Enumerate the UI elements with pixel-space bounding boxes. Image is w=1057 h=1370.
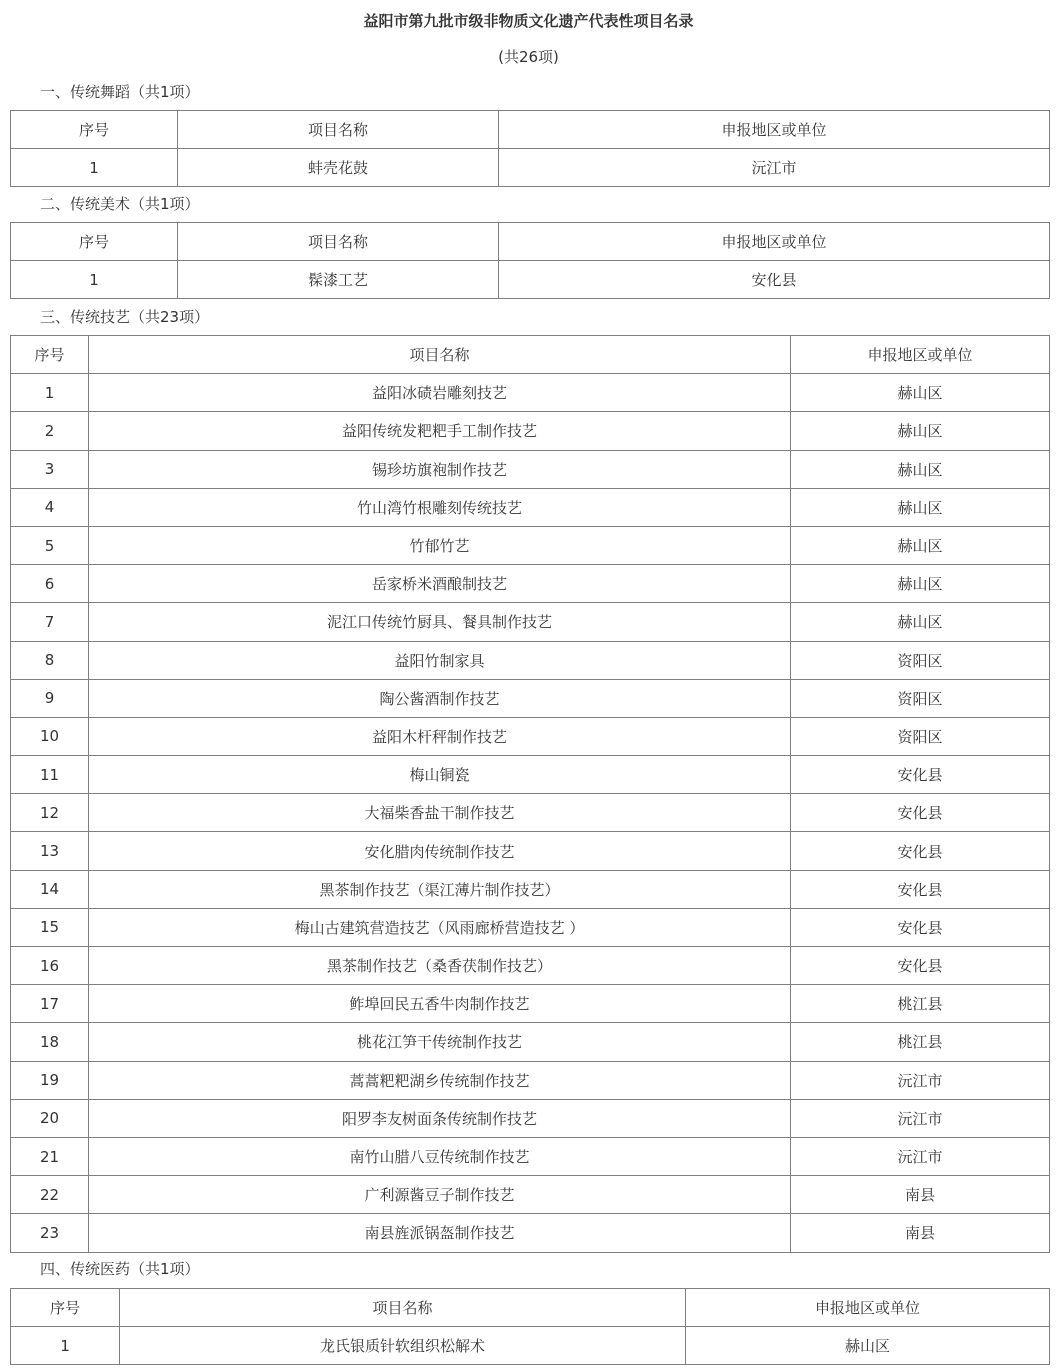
row-name: 蒿蒿粑粑湖乡传统制作技艺 (89, 1061, 791, 1099)
table-row (11, 1327, 1050, 1365)
row-num: 15 (11, 908, 89, 946)
table-traditional-crafts (10, 335, 1050, 1253)
table-header-row (11, 1289, 1050, 1327)
row-num: 9 (11, 679, 89, 717)
row-name: 鲊埠回民五香牛肉制作技艺 (89, 985, 791, 1023)
row-region: 沅江市 (791, 1099, 1050, 1137)
row-region: 安化县 (791, 947, 1050, 985)
row-num: 3 (11, 450, 89, 488)
row-region: 资阳区 (791, 717, 1050, 755)
section-title-medicine: 四、传统医药（共1项） (40, 1260, 200, 1278)
section-title-fine-arts: 二、传统美术（共1项） (40, 195, 200, 213)
page-subtitle: (共26项) (498, 48, 559, 66)
row-region: 沅江市 (791, 1061, 1050, 1099)
row-num: 21 (11, 1137, 89, 1175)
row-region: 桃江县 (791, 1023, 1050, 1061)
row-name: 益阳传统发粑粑手工制作技艺 (89, 412, 791, 450)
table-row (11, 450, 1050, 488)
header-num: 序号 (11, 336, 89, 374)
row-region: 赫山区 (791, 412, 1050, 450)
row-name: 益阳木杆秤制作技艺 (89, 717, 791, 755)
row-name: 桃花江笋干传统制作技艺 (89, 1023, 791, 1061)
row-region: 赫山区 (791, 565, 1050, 603)
row-region: 资阳区 (791, 679, 1050, 717)
table-row (11, 908, 1050, 946)
row-num: 10 (11, 717, 89, 755)
row-num: 22 (11, 1176, 89, 1214)
row-num: 11 (11, 756, 89, 794)
row-name: 黑茶制作技艺（桑香茯制作技艺） (89, 947, 791, 985)
header-region: 申报地区或单位 (499, 223, 1050, 261)
row-name: 竹郁竹艺 (89, 526, 791, 564)
table-row (11, 1176, 1050, 1214)
row-num: 2 (11, 412, 89, 450)
header-name: 项目名称 (120, 1289, 686, 1327)
row-region: 资阳区 (791, 641, 1050, 679)
header-region: 申报地区或单位 (791, 336, 1050, 374)
header-name: 项目名称 (89, 336, 791, 374)
table-row (11, 832, 1050, 870)
row-num: 14 (11, 870, 89, 908)
row-num: 1 (11, 149, 178, 187)
section-title-crafts: 三、传统技艺（共23项） (40, 308, 210, 326)
row-region: 沅江市 (499, 149, 1050, 187)
table-header-row (11, 223, 1050, 261)
row-region: 南县 (791, 1214, 1050, 1252)
table-row (11, 1061, 1050, 1099)
row-region: 安化县 (791, 832, 1050, 870)
row-region: 桃江县 (791, 985, 1050, 1023)
header-region: 申报地区或单位 (686, 1289, 1050, 1327)
table-row (11, 794, 1050, 832)
table-traditional-fine-arts (10, 222, 1050, 299)
row-region: 赫山区 (791, 450, 1050, 488)
row-name: 南县旌派锅盔制作技艺 (89, 1214, 791, 1252)
table-row (11, 526, 1050, 564)
row-num: 8 (11, 641, 89, 679)
row-region: 安化县 (499, 261, 1050, 299)
row-region: 赫山区 (686, 1327, 1050, 1365)
row-num: 1 (11, 1327, 120, 1365)
row-num: 6 (11, 565, 89, 603)
row-num: 1 (11, 261, 178, 299)
table-row (11, 1214, 1050, 1252)
row-name: 蚌壳花鼓 (178, 149, 499, 187)
header-name: 项目名称 (178, 223, 499, 261)
header-num: 序号 (11, 1289, 120, 1327)
row-name: 南竹山腊八豆传统制作技艺 (89, 1137, 791, 1175)
header-num: 序号 (11, 111, 178, 149)
row-num: 17 (11, 985, 89, 1023)
row-name: 岳家桥米酒酿制技艺 (89, 565, 791, 603)
page-title: 益阳市第九批市级非物质文化遗产代表性项目名录 (363, 12, 694, 30)
row-num: 5 (11, 526, 89, 564)
row-name: 梅山古建筑营造技艺（风雨廊桥营造技艺 ） (89, 908, 791, 946)
table-row (11, 565, 1050, 603)
row-name: 竹山湾竹根雕刻传统技艺 (89, 488, 791, 526)
section-title-dance: 一、传统舞蹈（共1项） (40, 83, 200, 101)
row-region: 赫山区 (791, 374, 1050, 412)
row-region: 赫山区 (791, 488, 1050, 526)
row-name: 广利源酱豆子制作技艺 (89, 1176, 791, 1214)
row-region: 安化县 (791, 794, 1050, 832)
table-row (11, 870, 1050, 908)
row-name: 益阳竹制家具 (89, 641, 791, 679)
row-name: 益阳冰碛岩雕刻技艺 (89, 374, 791, 412)
row-name: 锡珍坊旗袍制作技艺 (89, 450, 791, 488)
header-name: 项目名称 (178, 111, 499, 149)
table-header-row (11, 111, 1050, 149)
table-row (11, 261, 1050, 299)
row-num: 16 (11, 947, 89, 985)
table-row (11, 717, 1050, 755)
row-num: 18 (11, 1023, 89, 1061)
row-name: 安化腊肉传统制作技艺 (89, 832, 791, 870)
row-name: 泥江口传统竹厨具、餐具制作技艺 (89, 603, 791, 641)
row-name: 阳罗李友树面条传统制作技艺 (89, 1099, 791, 1137)
table-row (11, 412, 1050, 450)
row-name: 龙氏银质针软组织松解术 (120, 1327, 686, 1365)
row-num: 20 (11, 1099, 89, 1137)
row-name: 陶公酱酒制作技艺 (89, 679, 791, 717)
header-num: 序号 (11, 223, 178, 261)
table-row (11, 488, 1050, 526)
row-num: 19 (11, 1061, 89, 1099)
row-region: 南县 (791, 1176, 1050, 1214)
row-num: 1 (11, 374, 89, 412)
table-traditional-medicine (10, 1288, 1050, 1365)
table-row (11, 947, 1050, 985)
row-num: 12 (11, 794, 89, 832)
table-row (11, 756, 1050, 794)
table-row (11, 679, 1050, 717)
row-region: 安化县 (791, 756, 1050, 794)
table-traditional-dance (10, 110, 1050, 187)
table-row (11, 641, 1050, 679)
row-name: 黑茶制作技艺（渠江薄片制作技艺） (89, 870, 791, 908)
row-region: 赫山区 (791, 526, 1050, 564)
table-row (11, 1023, 1050, 1061)
table-header-row (11, 336, 1050, 374)
header-region: 申报地区或单位 (499, 111, 1050, 149)
row-name: 梅山铜瓷 (89, 756, 791, 794)
table-row (11, 985, 1050, 1023)
row-region: 赫山区 (791, 603, 1050, 641)
table-row (11, 149, 1050, 187)
row-num: 4 (11, 488, 89, 526)
row-region: 安化县 (791, 870, 1050, 908)
row-region: 安化县 (791, 908, 1050, 946)
table-row (11, 603, 1050, 641)
row-num: 23 (11, 1214, 89, 1252)
row-num: 7 (11, 603, 89, 641)
row-region: 沅江市 (791, 1137, 1050, 1175)
row-name: 大福柴香盐干制作技艺 (89, 794, 791, 832)
row-num: 13 (11, 832, 89, 870)
table-row (11, 374, 1050, 412)
table-row (11, 1137, 1050, 1175)
row-name: 髹漆工艺 (178, 261, 499, 299)
table-row (11, 1099, 1050, 1137)
